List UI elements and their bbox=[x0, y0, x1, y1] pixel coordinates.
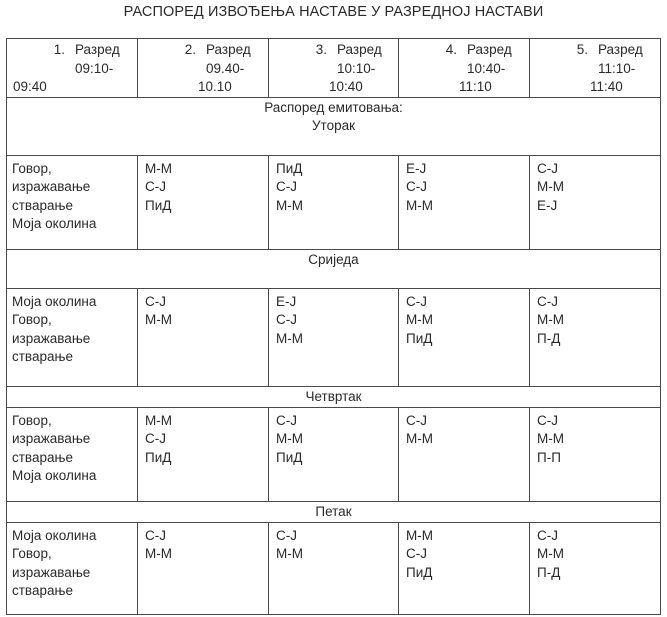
time-end: 10:40 bbox=[329, 79, 363, 94]
grade-number: 2. bbox=[184, 42, 196, 57]
header-cell-grade-2 bbox=[138, 39, 269, 98]
schedule-cell bbox=[269, 288, 399, 386]
cell-line: С-Ј bbox=[406, 293, 427, 309]
time-end: 09:40 bbox=[13, 79, 47, 94]
cell-line: Говор, bbox=[12, 312, 52, 327]
schedule-row-thursday bbox=[7, 407, 661, 501]
grade-number: 5. bbox=[576, 42, 588, 57]
time-start: 10:40- bbox=[467, 60, 506, 76]
header-cell-grade-4 bbox=[399, 39, 530, 98]
cell-line: Моја околина bbox=[12, 216, 97, 231]
cell-line: М-М bbox=[406, 431, 433, 446]
cell-line: ПиД bbox=[276, 160, 303, 176]
grade-word: Разред bbox=[467, 42, 512, 57]
grade-number: 1. bbox=[53, 42, 65, 57]
day-header-friday bbox=[7, 501, 661, 522]
cell-line: С-Ј bbox=[145, 293, 166, 309]
cell-line: Е-Ј bbox=[537, 197, 558, 213]
day-row-wednesday bbox=[7, 249, 661, 288]
cell-line: С-Ј bbox=[145, 527, 166, 543]
cell-line: С-Ј bbox=[537, 527, 558, 543]
cell-line: М-М bbox=[406, 197, 433, 213]
time-start: 09:10- bbox=[75, 60, 114, 76]
time-start: 10:10- bbox=[337, 60, 376, 76]
cell-line: Моја околина bbox=[12, 468, 97, 483]
cell-line: Говор, bbox=[12, 160, 52, 176]
cell-line: М-М bbox=[537, 179, 564, 194]
cell-line: С-Ј bbox=[276, 412, 297, 428]
schedule-cell bbox=[530, 407, 661, 501]
cell-line: Моја околина bbox=[12, 527, 97, 543]
subject-cell bbox=[7, 288, 138, 386]
cell-line: стварање bbox=[12, 583, 73, 598]
subject-cell bbox=[7, 407, 138, 501]
grade-word: Разред bbox=[337, 42, 382, 57]
grade-word: Разред bbox=[75, 42, 120, 57]
schedule-cell bbox=[399, 522, 530, 614]
time-end: 11:40 bbox=[590, 79, 623, 94]
cell-line: стварање bbox=[12, 349, 73, 364]
day-row-thursday bbox=[7, 386, 661, 407]
day-header-thursday bbox=[7, 386, 661, 407]
day-header-tuesday bbox=[7, 97, 661, 155]
header-cell-grade-5 bbox=[530, 39, 661, 98]
cell-line: ПиД bbox=[145, 449, 172, 465]
day-name: Петак bbox=[315, 503, 352, 519]
cell-line: М-М bbox=[537, 546, 564, 561]
time-end: 10.10 bbox=[198, 79, 232, 94]
cell-line: М-М bbox=[276, 330, 303, 346]
day-row-tuesday bbox=[7, 97, 661, 155]
schedule-row-wednesday bbox=[7, 288, 661, 386]
schedule-cell bbox=[269, 522, 399, 614]
cell-line: ПиД bbox=[406, 564, 433, 580]
schedule-cell bbox=[530, 522, 661, 614]
cell-line: С-Ј bbox=[406, 179, 427, 194]
cell-line: С-Ј bbox=[145, 431, 166, 446]
cell-line: М-М bbox=[276, 431, 303, 446]
schedule-table bbox=[6, 38, 661, 615]
day-name: Уторак bbox=[311, 118, 356, 133]
day-header-wednesday bbox=[7, 249, 661, 288]
cell-line: Говор, bbox=[12, 412, 52, 428]
schedule-cell bbox=[138, 155, 269, 249]
cell-line: ПиД bbox=[145, 197, 172, 213]
schedule-cell bbox=[399, 288, 530, 386]
schedule-cell bbox=[399, 407, 530, 501]
cell-line: М-М bbox=[537, 312, 564, 327]
cell-line: С-Ј bbox=[276, 527, 297, 543]
day-name: Сриједа bbox=[308, 251, 359, 267]
schedule-cell bbox=[269, 155, 399, 249]
cell-line: С-Ј bbox=[276, 312, 297, 327]
cell-line: П-П bbox=[537, 449, 561, 465]
cell-line: изражавање bbox=[12, 564, 91, 580]
broadcast-label: Распоред емитовања: bbox=[264, 99, 403, 115]
cell-line: ПиД bbox=[406, 330, 433, 346]
schedule-cell bbox=[138, 288, 269, 386]
cell-line: М-М bbox=[276, 197, 303, 213]
cell-line: С-Ј bbox=[537, 160, 558, 176]
schedule-cell bbox=[530, 288, 661, 386]
schedule-cell bbox=[138, 522, 269, 614]
schedule-cell bbox=[138, 407, 269, 501]
grade-number: 3. bbox=[315, 42, 327, 57]
time-start: 11:10- bbox=[598, 60, 636, 76]
cell-line: стварање bbox=[12, 449, 73, 465]
cell-line: Е-Ј bbox=[276, 293, 297, 309]
time-start: 09.40- bbox=[206, 60, 245, 76]
cell-line: М-М bbox=[537, 431, 564, 446]
cell-line: С-Ј bbox=[537, 412, 558, 428]
cell-line: Моја околина bbox=[12, 293, 97, 309]
cell-line: П-Д bbox=[537, 564, 561, 580]
subject-cell bbox=[7, 155, 138, 249]
cell-line: стварање bbox=[12, 197, 73, 213]
header-cell-grade-1 bbox=[7, 39, 138, 98]
day-name: Четвртак bbox=[305, 388, 362, 404]
cell-line: изражавање bbox=[12, 179, 91, 194]
header-cell-grade-3 bbox=[269, 39, 399, 98]
cell-line: С-Ј bbox=[406, 412, 427, 428]
cell-line: П-Д bbox=[537, 330, 561, 346]
schedule-cell bbox=[269, 407, 399, 501]
grade-word: Разред bbox=[598, 42, 643, 57]
header-row bbox=[7, 39, 661, 98]
cell-line: изражавање bbox=[12, 330, 91, 346]
cell-line: М-М bbox=[406, 312, 433, 327]
grade-number: 4. bbox=[445, 42, 457, 57]
schedule-cell bbox=[399, 155, 530, 249]
cell-line: С-Ј bbox=[276, 179, 297, 194]
day-row-friday bbox=[7, 501, 661, 522]
cell-line: М-М bbox=[145, 312, 172, 327]
cell-line: С-Ј bbox=[406, 546, 427, 561]
time-end: 11:10 bbox=[459, 79, 492, 94]
cell-line: М-М bbox=[276, 546, 303, 561]
cell-line: С-Ј bbox=[537, 293, 558, 309]
cell-line: ПиД bbox=[276, 449, 303, 465]
cell-line: М-М bbox=[145, 412, 172, 428]
cell-line: Е-Ј bbox=[406, 160, 427, 176]
page-title: РАСПОРЕД ИЗВОЂЕЊА НАСТАВЕ У РАЗРЕДНОЈ НАСТАВИ bbox=[123, 4, 544, 20]
grade-word: Разред bbox=[206, 42, 251, 57]
cell-line: М-М bbox=[145, 546, 172, 561]
cell-line: М-М bbox=[145, 160, 172, 176]
schedule-cell bbox=[530, 155, 661, 249]
cell-line: С-Ј bbox=[145, 179, 166, 194]
cell-line: М-М bbox=[406, 527, 433, 543]
subject-cell bbox=[7, 522, 138, 614]
cell-line: Говор, bbox=[12, 546, 52, 561]
schedule-row-tuesday bbox=[7, 155, 661, 249]
cell-line: изражавање bbox=[12, 431, 91, 446]
schedule-row-friday bbox=[7, 522, 661, 614]
